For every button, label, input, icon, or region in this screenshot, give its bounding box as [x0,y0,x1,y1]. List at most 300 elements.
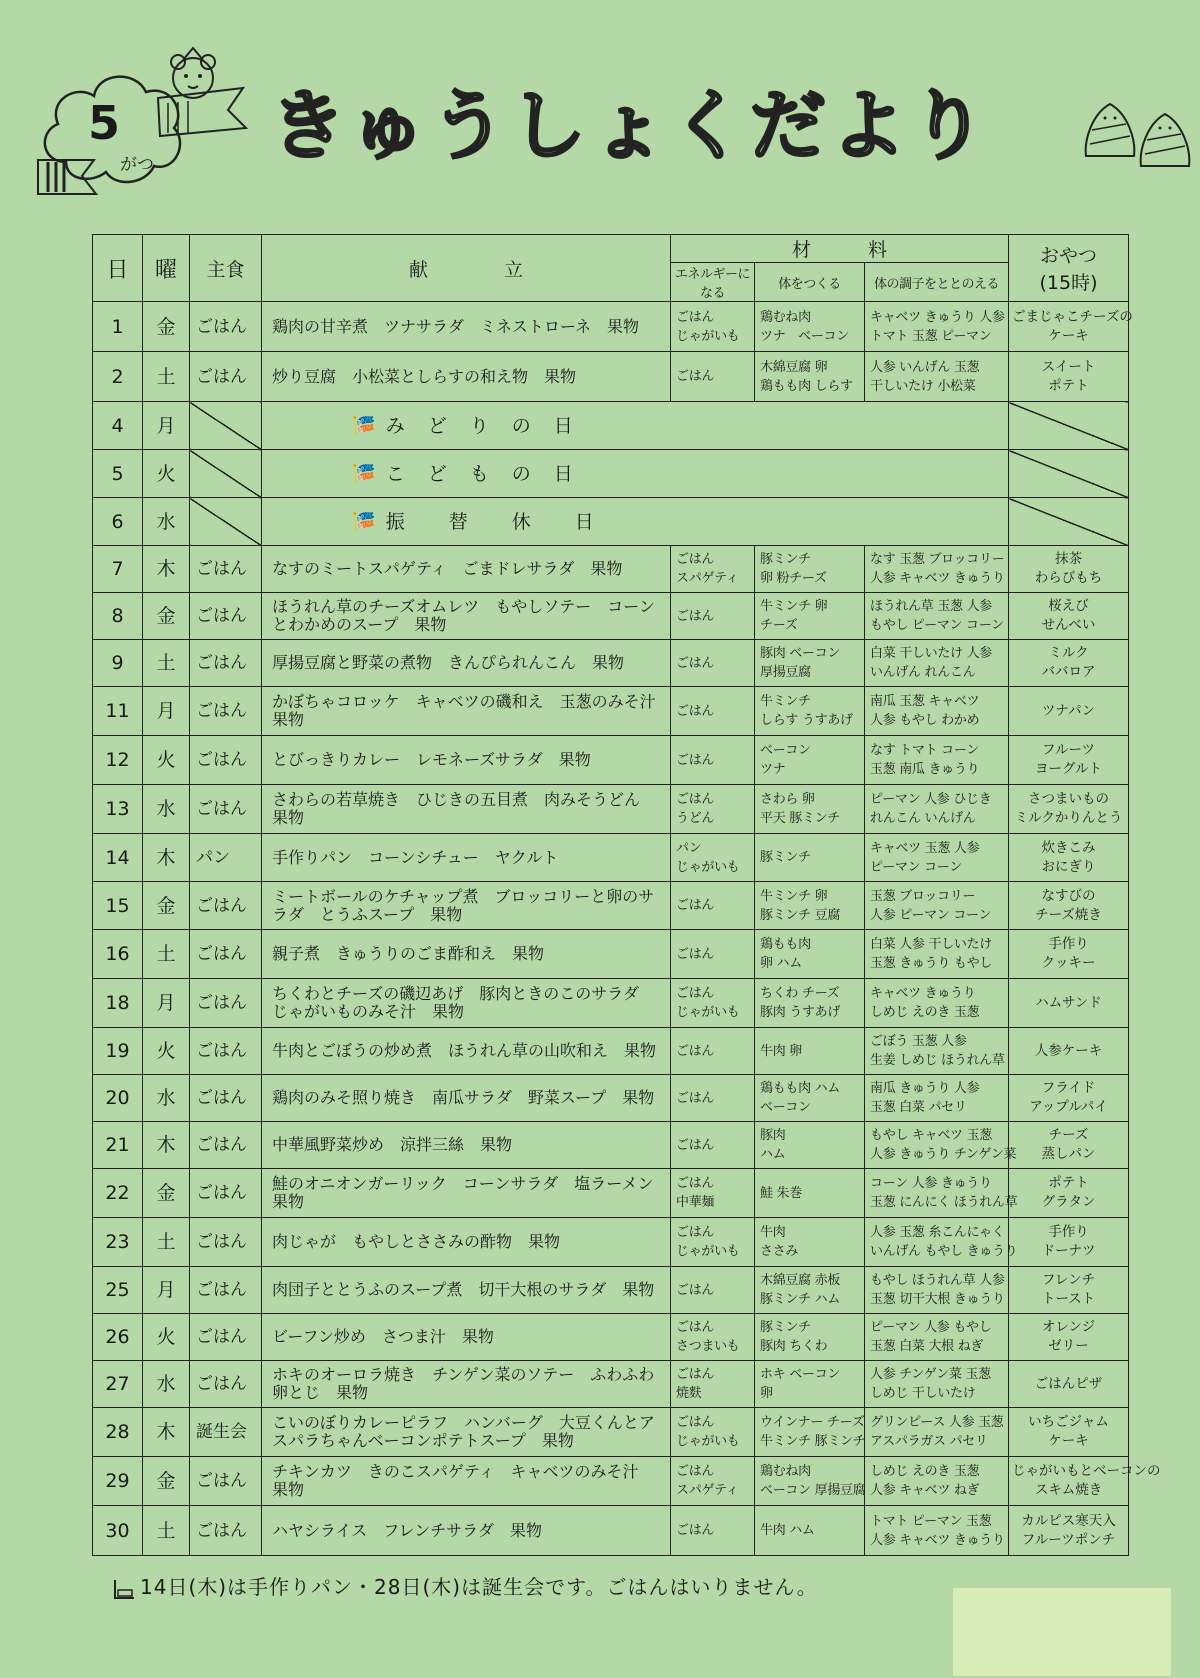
snack-cell-line: クッキー [1041,955,1096,971]
body-cell-line: 豚ミンチ [760,1320,811,1335]
energy-cell-line: 中華麺 [676,1195,715,1210]
header-staple: 主食 [190,235,262,302]
snack-cell-line: グラタン [1041,1194,1096,1210]
table-row [93,1314,1129,1361]
menu-cell: 親子煮 きゅうりのごま酢和え 果物 [262,930,671,979]
body-cell [755,1457,865,1506]
condition-cell-line: キャベツ きゅうり [870,986,976,1001]
table-row [93,402,1129,450]
body-cell-line: 卵 粉チーズ [760,571,827,586]
menu-table [92,234,1161,1556]
condition-cell [865,302,1009,352]
menu-cell: 手作りパン コーンシチュー ヤクルト [262,834,671,882]
dow-cell: 金 [143,593,190,640]
condition-cell-line: アスパラガス パセリ [870,1434,988,1449]
month-number: 5 [88,96,121,150]
staple-cell: ごはん [190,1314,262,1361]
day-cell: 25 [93,1267,143,1314]
header-body: 体をつくる [755,263,865,302]
energy-cell-line: ごはん [676,752,715,768]
table-row [93,593,1129,640]
energy-cell-line: パン [676,840,702,856]
dow-cell: 土 [143,352,190,402]
body-cell-line: ツナ ベーコン [760,328,849,344]
condition-cell-line: 南瓜 きゅうり 人参 [870,1081,980,1096]
page-title: きゅうしょくだより [270,81,990,170]
day-cell: 2 [93,352,143,402]
condition-cell-line: ほうれん草 玉葱 人参 [870,599,992,614]
snack-cell [1009,882,1129,930]
snack-cell-line: ごまじゃこチーズの [1012,308,1133,325]
table-row [93,1457,1129,1506]
menu-cell: 鶏肉の甘辛煮 ツナサラダ ミネストローネ 果物 [262,302,671,352]
dow-cell: 水 [143,1361,190,1408]
energy-cell-line: ごはん [676,309,715,325]
table-row [93,785,1129,834]
body-cell-line: しらす うすあげ [760,713,853,728]
header-snack-label: おやつ [1040,245,1098,267]
condition-cell [865,1218,1018,1267]
pencil-icon [112,1578,136,1600]
energy-cell [671,1267,755,1314]
snack-cell [1009,834,1129,882]
staple-cell: ごはん [190,736,262,785]
holiday-cell: 🎏 み ど り の 日 [262,402,1009,450]
snack-cell [1009,1075,1129,1122]
condition-cell [865,1122,1017,1169]
day-cell: 6 [93,498,143,546]
snack-cell [1009,1028,1129,1075]
condition-cell [865,979,1009,1028]
staple-cell-empty [190,402,262,450]
day-cell: 21 [93,1122,143,1169]
energy-cell [671,1506,755,1556]
body-cell-line: ハム [760,1147,786,1162]
body-cell-line: 牛ミンチ [760,694,811,709]
condition-cell-line: 人参 もやし わかめ [870,713,980,728]
staple-cell: ごはん [190,1075,262,1122]
dow-cell: 木 [143,546,190,593]
body-cell-line: 鶏むね肉 [760,309,811,325]
energy-cell-line: スパゲティ [676,1483,739,1498]
day-cell: 30 [93,1506,143,1556]
condition-cell-line: なす 玉葱 ブロッコリー [870,552,1005,567]
staple-cell: ごはん [190,1122,262,1169]
snack-cell-line: ババロア [1041,664,1096,680]
body-cell-line: 牛肉 ハム [760,1523,815,1538]
table-row [93,352,1129,402]
condition-cell [865,1075,1009,1122]
snack-cell-line: せんべい [1041,617,1096,633]
menu-cell: 厚揚豆腐と野菜の煮物 きんぴられんこん 果物 [262,640,671,687]
condition-cell-line: れんこん いんげん [870,811,976,826]
condition-cell-line: 玉葱 白菜 パセリ [870,1100,967,1115]
menu-cell: ミートボールのケチャップ煮 ブロッコリーと卵のサラダ とうふスープ 果物 [262,882,671,930]
condition-cell-line: 人参 キャベツ ねぎ [870,1483,980,1498]
energy-cell-line: ごはん [676,898,715,913]
table-row [93,640,1129,687]
dow-cell: 月 [143,979,190,1028]
energy-cell [671,1408,755,1457]
day-cell: 27 [93,1361,143,1408]
dow-cell: 土 [143,1506,190,1556]
staple-cell: ごはん [190,1506,262,1556]
condition-cell-line: コーン 人参 きゅうり [870,1176,992,1191]
energy-cell-line: じゃがいも [676,859,740,875]
table-row [93,1028,1129,1075]
body-cell [755,1169,865,1218]
day-cell: 5 [93,450,143,498]
energy-cell [671,352,755,402]
day-cell: 11 [93,687,143,736]
staple-cell: ごはん [190,930,262,979]
menu-cell: チキンカツ きのこスパゲティ キャベツのみそ汁 果物 [262,1457,671,1506]
snack-cell-line: 抹茶 [1055,551,1083,567]
menu-cell: 鶏肉のみそ照り焼き 南瓜サラダ 野菜スープ 果物 [262,1075,671,1122]
energy-cell [671,640,755,687]
energy-cell [671,687,755,736]
snack-cell-line: フライド [1041,1080,1096,1096]
body-cell-line: 豚ミンチ [760,552,811,567]
energy-cell-line: ごはん [676,1090,715,1106]
menu-table-wrapper [92,234,1161,1556]
energy-cell [671,1075,755,1122]
table-row [93,1075,1129,1122]
energy-cell [671,1122,755,1169]
staple-cell: ごはん [190,352,262,402]
table-row [93,546,1129,593]
body-cell [755,1028,865,1075]
body-cell-line: 鮭 朱巻 [760,1185,802,1201]
staple-cell: ごはん [190,302,262,352]
snack-cell-line: 手作り [1048,1224,1089,1240]
menu-cell: 牛肉とごぼうの炒め煮 ほうれん草の山吹和え 果物 [262,1028,671,1075]
condition-cell-line: もやし ピーマン コーン [870,618,1004,633]
condition-cell-line: 人参 キャベツ きゅうり [870,1532,1005,1548]
menu-table-body [93,302,1161,1556]
day-cell: 9 [93,640,143,687]
table-row [93,1218,1129,1267]
body-cell-line: 厚揚豆腐 [760,665,811,680]
menu-cell: ちくわとチーズの磯辺あげ 豚肉ときのこのサラダ じゃがいものみそ汁 果物 [262,979,671,1028]
body-cell-line: 鶏もも肉 [760,937,811,952]
day-cell: 28 [93,1408,143,1457]
day-cell: 15 [93,882,143,930]
table-row [93,882,1129,930]
dow-cell: 水 [143,785,190,834]
condition-cell [865,1361,1009,1408]
energy-cell [671,1314,755,1361]
body-cell [755,1122,865,1169]
condition-cell [865,736,1009,785]
header-menu: 献 立 [262,235,671,302]
condition-cell [865,785,1009,834]
snack-cell [1009,546,1129,593]
dow-cell: 金 [143,882,190,930]
snack-cell-line: ドーナツ [1041,1243,1096,1259]
table-row [93,1169,1129,1218]
snack-cell-line: ケーキ [1048,327,1089,344]
energy-cell-line: ごはん [676,1137,715,1153]
day-cell: 23 [93,1218,143,1267]
menu-cell: かぼちゃコロッケ キャベツの磯和え 玉葱のみそ汁 果物 [262,687,671,736]
menu-cell: 肉じゃが もやしとささみの酢物 果物 [262,1218,671,1267]
snack-cell [1009,1506,1129,1556]
body-cell [755,640,865,687]
energy-cell-line: じゃがいも [676,328,740,344]
body-cell-line: 木綿豆腐 赤板 [760,1273,841,1288]
snack-cell [1009,1267,1129,1314]
snack-cell-line: ツナパン [1041,702,1096,719]
snack-cell-empty [1009,498,1129,546]
dow-cell: 火 [143,736,190,785]
condition-cell-line: しめじ えのき 玉葱 [870,1005,980,1020]
energy-cell-line: ごはん [676,1225,715,1240]
footer-note-text: 14日(木)は手作りパン・28日(木)は誕生会です。ごはんはいりません。 [140,1575,818,1599]
snack-cell-line: トースト [1041,1291,1096,1307]
dow-cell: 火 [143,1314,190,1361]
table-row [93,1408,1129,1457]
staple-cell: ごはん [190,1457,262,1506]
snack-cell [1009,1314,1129,1361]
table-row [93,736,1129,785]
snack-cell [1009,1457,1161,1506]
energy-cell-line: 焼麩 [676,1386,702,1401]
staple-cell: ごはん [190,1267,262,1314]
snack-cell-line: おにぎり [1041,858,1096,875]
header-ingredients: 材 料 [671,235,1009,263]
energy-cell-line: じゃがいも [676,1244,740,1259]
staple-cell-empty [190,498,262,546]
snack-cell-line: 手作り [1048,936,1089,952]
body-cell [755,1075,865,1122]
energy-cell [671,1457,755,1506]
snack-cell [1009,640,1129,687]
condition-cell [865,546,1009,593]
dow-cell: 木 [143,1408,190,1457]
condition-cell-line: 南瓜 玉葱 キャベツ [870,694,980,709]
condition-cell-line: 人参 きゅうり チンゲン菜 [870,1147,1017,1162]
energy-cell-line: ごはん [676,703,715,719]
condition-cell-line: いんげん もやし きゅうり [870,1244,1018,1259]
bamboo-shoot-icon [1135,110,1195,172]
energy-cell [671,302,755,352]
energy-cell [671,930,755,979]
condition-cell-line: 人参 玉葱 糸こんにゃく [870,1225,1005,1240]
dow-cell: 月 [143,1267,190,1314]
table-row [93,498,1129,546]
staple-cell: ごはん [190,1028,262,1075]
body-cell-line: 豚肉 [760,1128,786,1143]
snack-cell-line: スイート [1041,358,1096,375]
dow-cell: 水 [143,1075,190,1122]
condition-cell [865,1506,1009,1556]
carp-streamer-icon [148,48,253,143]
body-cell-line: ウインナー チーズ [760,1415,865,1430]
body-cell-line: 牛肉 卵 [760,1043,802,1059]
staple-cell: ごはん [190,1218,262,1267]
snack-cell-line: ヨーグルト [1034,761,1103,777]
body-cell-line: 平天 豚ミンチ [760,811,841,826]
condition-cell-line: 玉葱 にんにく ほうれん草 [870,1195,1018,1210]
body-cell [755,687,865,736]
body-cell-line: ホキ ベーコン [760,1367,841,1382]
body-cell-line: 鶏むね肉 [760,1464,811,1479]
energy-cell [671,1361,755,1408]
body-cell-line: 鶏もも肉 しらす [760,378,853,394]
body-cell-line: 豚ミンチ 豆腐 [760,907,841,923]
condition-cell-line: 人参 ピーマン コーン [870,907,992,923]
body-cell-line: 鶏もも肉 ハム [760,1081,841,1096]
condition-cell-line: 玉葱 きゅうり もやし [870,956,992,971]
dow-cell: 金 [143,302,190,352]
snack-cell [1009,930,1129,979]
snack-cell [1009,1169,1129,1218]
energy-cell-line: ごはん [676,1043,715,1059]
condition-cell-line: キャベツ 玉葱 人参 [870,840,980,856]
condition-cell-line: しめじ えのき 玉葱 [870,1464,980,1479]
condition-cell-line: もやし ほうれん草 人参 [870,1273,1005,1288]
energy-cell-line: スパゲティ [676,571,739,586]
condition-cell [865,1028,1009,1075]
day-cell: 20 [93,1075,143,1122]
snack-cell [1009,736,1129,785]
snack-cell-line: カルピス寒天入 [1021,1512,1116,1529]
body-cell [755,834,865,882]
staple-cell: 誕生会 [190,1408,262,1457]
bamboo-shoot-icon [1080,100,1140,162]
condition-cell [865,1169,1018,1218]
condition-cell-line: 白菜 干しいたけ 人参 [870,646,992,661]
energy-cell-line: ごはん [676,1367,715,1382]
staple-cell: ごはん [190,979,262,1028]
energy-cell [671,882,755,930]
energy-cell-line: ごはん [676,1176,715,1191]
energy-cell [671,546,755,593]
snack-cell [1009,687,1129,736]
energy-cell-line: ごはん [676,369,715,384]
dow-cell: 木 [143,1122,190,1169]
condition-cell [865,1408,1009,1457]
condition-cell [865,834,1009,882]
menu-cell: 中華風野菜炒め 涼拌三絲 果物 [262,1122,671,1169]
header-snack [1009,235,1129,302]
header-dow: 曜 [143,235,190,302]
snack-cell-line: ミルクかりんとう [1014,810,1123,826]
header-energy: エネルギーになる [671,263,755,302]
table-row [93,687,1129,736]
staple-cell: ごはん [190,1361,262,1408]
dow-cell: 木 [143,834,190,882]
body-cell-line: 豚肉 うすあげ [760,1005,841,1020]
table-row [93,930,1129,979]
staple-cell: ごはん [190,687,262,736]
energy-cell [671,834,755,882]
energy-cell-line: ごはん [676,986,715,1001]
body-cell [755,1218,865,1267]
header-snack-time: (15時) [1039,272,1098,294]
body-cell-line: 豚肉 ベーコン [760,646,841,661]
condition-cell-line: 人参 キャベツ きゅうり [870,571,1005,586]
snack-cell [1009,1361,1129,1408]
body-cell [755,979,865,1028]
body-cell-line: 豚ミンチ ハム [760,1292,841,1307]
day-cell: 16 [93,930,143,979]
dow-cell: 土 [143,1218,190,1267]
menu-cell: ほうれん草のチーズオムレツ もやしソテー コーンとわかめのスープ 果物 [262,593,671,640]
energy-cell-line: ごはん [676,655,715,671]
snack-cell-line: ポテト [1048,377,1089,394]
menu-cell: ホキのオーロラ焼き チンゲン菜のソテー ふわふわ卵とじ 果物 [262,1361,671,1408]
snack-cell-line: じゃがいもとベーコンの [1012,1463,1161,1479]
snack-cell-line: 桜えび [1048,598,1089,614]
body-cell-line: 卵 [760,1386,773,1401]
table-row [93,979,1129,1028]
condition-cell [865,640,1009,687]
day-cell: 22 [93,1169,143,1218]
energy-cell-line: じゃがいも [676,1005,740,1020]
menu-cell: 鮭のオニオンガーリック コーンサラダ 塩ラーメン 果物 [262,1169,671,1218]
condition-cell-line: 玉葱 南瓜 きゅうり [870,762,980,777]
snack-cell [1009,979,1129,1028]
body-cell [755,882,865,930]
energy-cell-line: ごはん [676,1523,715,1538]
day-cell: 4 [93,402,143,450]
condition-cell-line: ピーマン 人参 ひじき [870,792,992,807]
condition-cell-line: 干しいたけ 小松菜 [870,378,976,394]
energy-cell-line: ごはん [676,1464,715,1479]
snack-cell-line: ポテト [1048,1175,1089,1191]
condition-cell-line: 人参 いんげん 玉葱 [870,359,980,375]
table-row [93,1267,1129,1314]
day-cell: 26 [93,1314,143,1361]
snack-cell-line: わらびもち [1034,570,1103,586]
body-cell [755,1408,865,1457]
body-cell-line: ベーコン 厚揚豆腐 [760,1483,866,1498]
snack-cell-line: アップルパイ [1029,1099,1108,1115]
condition-cell-line: ピーマン コーン [870,859,962,875]
condition-cell [865,593,1009,640]
dow-cell: 金 [143,1169,190,1218]
sticker-patch [953,1588,1171,1676]
body-cell [755,302,865,352]
month-unit: がつ [120,155,154,175]
condition-cell-line: 人参 チンゲン菜 玉葱 [870,1367,991,1382]
snack-cell-line: スキム焼き [1034,1482,1103,1498]
body-cell [755,352,865,402]
condition-cell-line: グリンピース 人参 玉葱 [870,1415,1004,1430]
day-cell: 29 [93,1457,143,1506]
body-cell-line: 牛ミンチ 豚ミンチ [760,1434,866,1449]
condition-cell [865,352,1009,402]
snack-cell [1009,1122,1129,1169]
energy-cell-line: さつまいも [676,1339,740,1354]
energy-cell-line: ごはん [676,792,715,807]
condition-cell-line: ごぼう 玉葱 人参 [870,1034,967,1049]
body-cell [755,736,865,785]
body-cell-line: ツナ [760,762,786,777]
body-cell-line: 豚肉 ちくわ [760,1339,828,1354]
day-cell: 13 [93,785,143,834]
body-cell-line: さわら 卵 [760,792,815,807]
condition-cell [865,1314,1009,1361]
energy-cell-line: ごはん [676,1320,715,1335]
menu-cell: 炒り豆腐 小松菜としらすの和え物 果物 [262,352,671,402]
holiday-cell: 🎏 振 替 休 日 [262,498,1009,546]
body-cell-line: 牛ミンチ 卵 [760,888,828,904]
header-day: 日 [93,235,143,302]
staple-cell: ごはん [190,546,262,593]
